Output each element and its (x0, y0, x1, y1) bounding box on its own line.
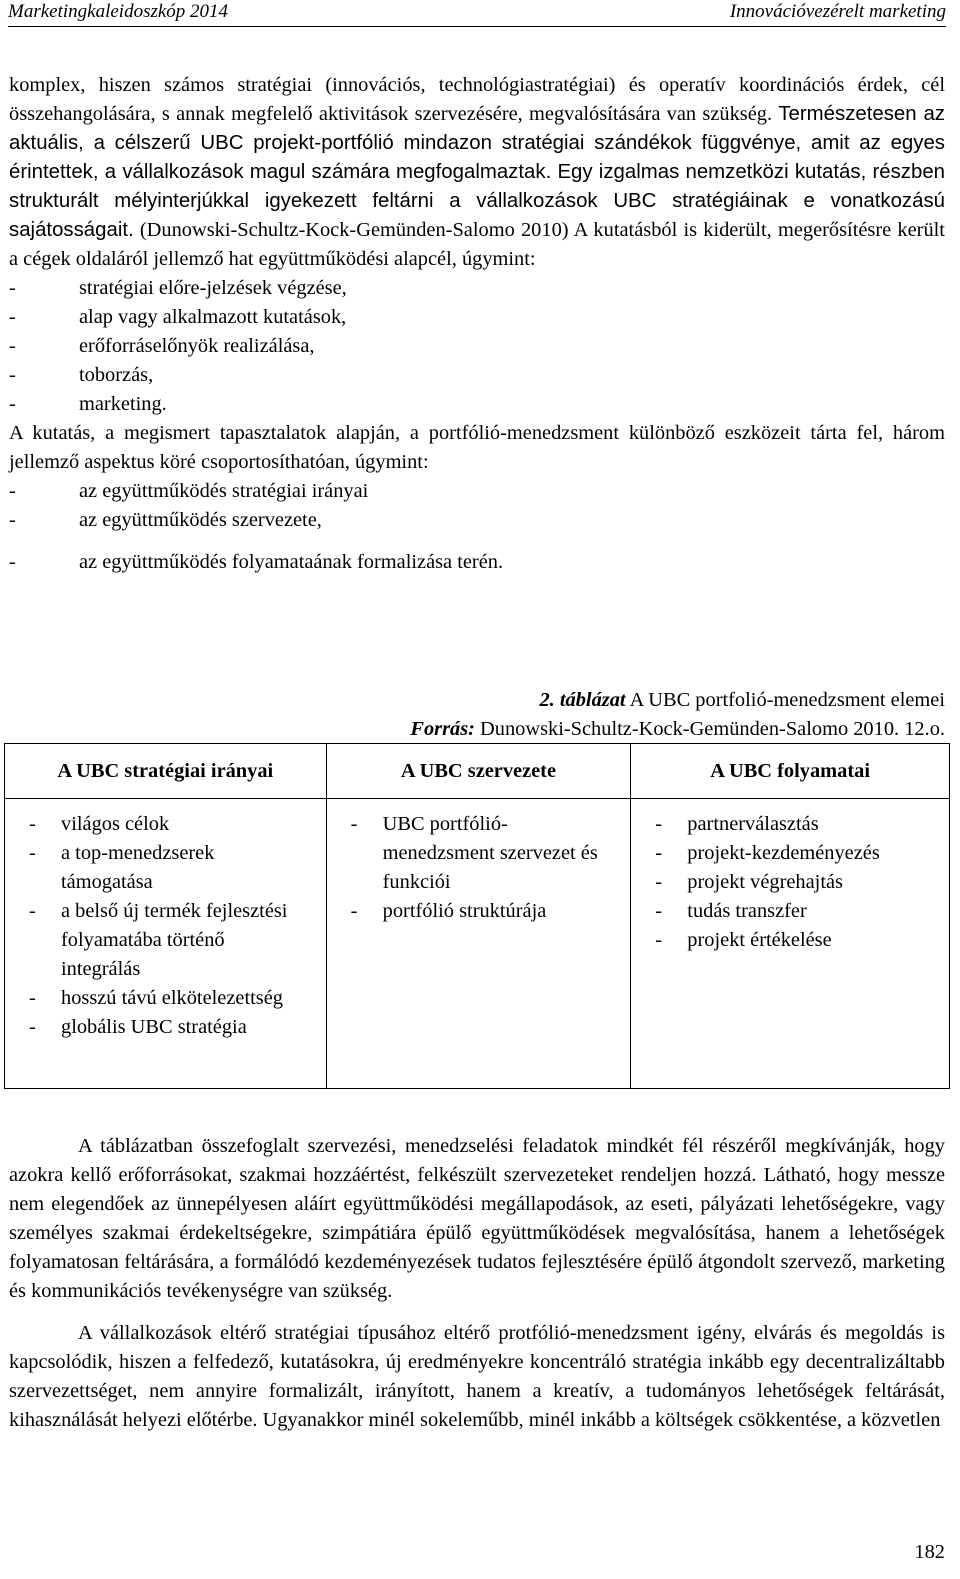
list-item: - az együttműködés stratégiai irányai (9, 477, 945, 506)
list-item: - tudás transzfer (655, 897, 929, 926)
list-item: - projekt végrehajtás (655, 868, 929, 897)
list-item: - alap vagy alkalmazott kutatások, (9, 303, 945, 332)
caption-source: Dunowski-Schultz-Kock-Gemünden-Salomo 2010. 12.o. (480, 718, 945, 740)
list-item: - hosszú távú elkötelezettség (29, 984, 306, 1013)
caption-source-label: Forrás: (410, 718, 475, 740)
list-item: - a top-menedzserek támogatása (29, 839, 306, 897)
caption-title-line (410, 686, 945, 715)
ubc-table (4, 743, 950, 1089)
aspects-list (9, 477, 945, 577)
intro-sans-sentence: Természetesen az aktuális, a célszerű UBC projekt-portfólió mindazon stratégiai szándékok függvénye, amit az egyes érintettek, a vállalkozások magul számára megfogalmaztak. Egy izgalmas nemzetközi kutatás, részben strukturált mélyinterjúkkal igyekezett feltárni a vállalkozások UBC stratégiáinak e vonatkozású sajátosságait. (9, 103, 945, 241)
intro-text: komplex, hiszen számos stratégiai (innovációs, technológiastratégiai) és operatív koordinációs érdek, cél összehangolására, s annak megfelelő aktivitások szervezésére, megvalósítására van szükség. (9, 74, 945, 125)
closing-section (9, 1132, 945, 1448)
caption-label: táblázat (559, 689, 626, 711)
list-item: - portfólió struktúrája (351, 897, 611, 926)
principles-list (9, 274, 945, 419)
header-left: Marketingkaleidoszkóp 2014 (8, 1, 229, 22)
aspects-intro: A kutatás, a megismert tapasztalatok alapján, a portfólió-menedzsment különböző eszközeit tárta fel, három jellemző aspektus köré csoportosíthatóan, úgymint: (9, 422, 945, 473)
list-item: - világos célok (29, 810, 306, 839)
table-cell-processes (631, 799, 950, 1089)
intro-section (9, 71, 945, 577)
list-item: - marketing. (9, 390, 945, 419)
list-item: - toborzás, (9, 361, 945, 390)
closing-paragraph-2: A vállalkozások eltérő stratégiai típusához eltérő protfólió-menedzsment igény, elvárás és megoldás is kapcsolódik, hiszen a felfedező, kutatásokra, új eredményekre koncentráló stratégia inkább egy decentralizáltabb szervezettséget, nem annyire formalizált, irányított, hanem a kreatív, a tudományos lehetőségek feltárását, kihasználását helyezi előtérbe. Ugyanakkor minél sokeleműbb, minél inkább a költségek csökkentése, a közvetlen (9, 1322, 945, 1431)
caption-source-line (410, 715, 945, 744)
caption-title: A UBC portfolió-menedzsment elemei (629, 689, 945, 711)
list-item: - projekt értékelése (655, 926, 929, 955)
list-item: - az együttműködés folyamataának formalizása terén. (9, 548, 945, 577)
list-item: - stratégiai előre-jelzések végzése, (9, 274, 945, 303)
list-item: - UBC portfólió-menedzsment szervezet és funkciói (351, 810, 611, 897)
list-item: - projekt-kezdeményezés (655, 839, 929, 868)
caption-number: 2. (539, 689, 555, 711)
table-header-row (5, 744, 950, 799)
table-caption (410, 686, 945, 744)
list-item: - a belső új termék fejlesztési folyamatába történő integrálás (29, 897, 306, 984)
list-item: - erőforráselőnyök realizálása, (9, 332, 945, 361)
page-header (8, 0, 946, 27)
table-header-organization: A UBC szervezete (326, 744, 631, 799)
table-cell-organization (326, 799, 631, 1089)
page-number: 182 (914, 1541, 945, 1563)
table-cell-strategy (5, 799, 327, 1089)
table-header-processes: A UBC folyamatai (631, 744, 950, 799)
table-row (5, 799, 950, 1089)
table-header-strategy: A UBC stratégiai irányai (5, 744, 327, 799)
intro-paragraph (9, 71, 945, 274)
header-right: Innovációvezérelt marketing (729, 1, 946, 22)
list-item: - partnerválasztás (655, 810, 929, 839)
list-item: - az együttműködés szervezete, (9, 506, 945, 535)
list-item: - globális UBC stratégia (29, 1013, 306, 1042)
intro-serif-tail: (Dunowski-Schultz-Kock-Gemünden-Salomo 2010) A kutatásból is kiderült, megerősítésre került a cégek oldaláról jellemző hat együttműködési alapcél, úgymint: (9, 219, 945, 270)
closing-paragraph-1: A táblázatban összefoglalt szervezési, menedzselési feladatok mindkét fél részéről megkívánják, hogy azokra kellő erőforrásokat, szakmai hozzáértést, felkészült szervezeteket rendeljen hozzá. Látható, hogy messze nem elegendőek az ünnepélyesen aláírt együttműködési megállapodások, az eseti, pályázati lehetőségekre, vagy személyes szakmai érdekeltségekre, szimpátiára épülő együttműködések megvalósítása, hanem a lehetőségek folyamatosan feltárására, a formálódó kezdeményezések tudatos fejlesztésére épülő átgondolt szervező, marketing és kommunikációs tevékenységre van szükség. (9, 1135, 945, 1302)
